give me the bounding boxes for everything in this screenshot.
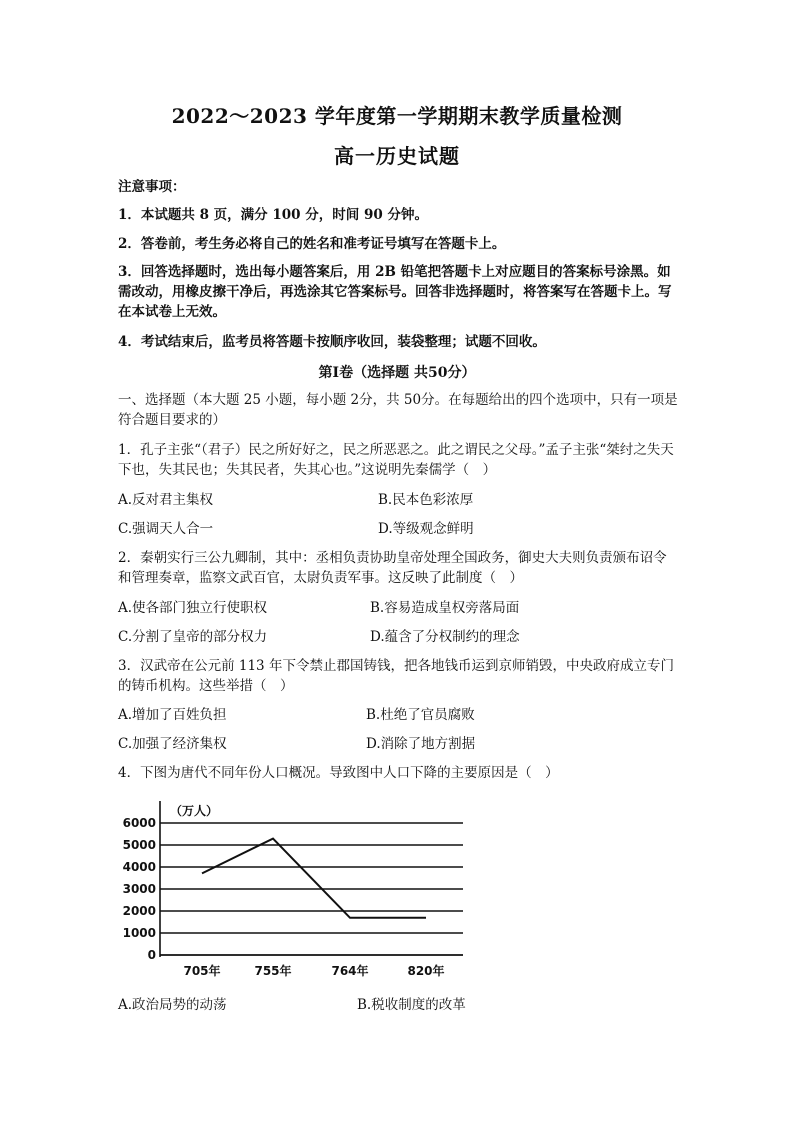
chart-y-tick-label: 3000 <box>122 882 156 896</box>
chart-y-tick-label: 1000 <box>122 926 156 940</box>
chart-y-tick-label: 0 <box>147 948 156 962</box>
chart-y-tick-label: 2000 <box>122 904 156 918</box>
chart-series-line <box>202 839 426 918</box>
chart-y-unit-label: （万人） <box>170 804 219 818</box>
chart-x-tick-label: 705年 <box>183 964 221 978</box>
question-3-option-a: A.增加了百姓负担 <box>118 707 227 723</box>
question-2-option-b: B.容易造成皇权旁落局面 <box>370 600 520 616</box>
chart-x-tick-label: 820年 <box>407 964 445 978</box>
question-1-option-c: C.强调天人合一 <box>118 521 214 537</box>
chart-x-tick-label: 764年 <box>331 964 369 978</box>
exam-title: 2022～2023 学年度第一学期期末教学质量检测 <box>171 104 623 128</box>
notice-item-2: 2．答卷前，考生务必将自己的姓名和准考证号填写在答题卡上。 <box>118 236 506 252</box>
notice-item-3: 3．回答选择题时，选出每小题答案后，用 2B 铅笔把答题卡上对应题目的答案标号涂黑。如需改动，用橡皮擦干净后，再选涂其它答案标号。回答非选择题时，将答案写在答题卡上。写在本试卷上无效。 <box>118 264 672 320</box>
question-3-option-b: B.杜绝了官员腐败 <box>366 707 475 723</box>
notice-item-4: 4．考试结束后，监考员将答题卡按顺序收回，装袋整理；试题不回收。 <box>118 334 546 350</box>
chart-y-tick-label: 5000 <box>122 838 156 852</box>
chart-y-tick-label: 4000 <box>122 860 156 874</box>
notice-item-1: 1．本试题共 8 页，满分 100 分，时间 90 分钟。 <box>118 207 428 223</box>
exam-subtitle: 高一历史试题 <box>334 144 460 168</box>
chart-y-tick-label: 6000 <box>122 816 156 830</box>
question-3-option-d: D.消除了地方割据 <box>366 736 476 752</box>
question-1-option-a: A.反对君主集权 <box>118 492 214 508</box>
chart-y-ticks <box>123 816 156 962</box>
question-1-stem: 1．孔子主张“（君子）民之所好好之，民之所恶恶之。此之谓民之父母。”孟子主张“桀纣之失天下也，失其民也；失其民者，失其心也。”这说明先秦儒学（ ） <box>118 442 674 478</box>
question-4-stem: 4．下图为唐代不同年份人口概况。导致图中人口下降的主要原因是（ ） <box>118 765 559 781</box>
question-2-option-d: D.蕴含了分权制约的理念 <box>370 629 520 645</box>
question-4-option-b: B.税收制度的改革 <box>357 997 466 1013</box>
notice-heading: 注意事项： <box>118 179 186 195</box>
chart-x-tick-label: 755年 <box>254 964 292 978</box>
question-2-option-a: A.使各部门独立行使职权 <box>118 600 268 616</box>
section-title: 第Ⅰ卷（选择题 共50分） <box>318 365 476 381</box>
question-3-option-c: C.加强了经济集权 <box>118 736 227 752</box>
question-4-option-a: A.政治局势的动荡 <box>118 997 227 1013</box>
question-2-stem: 2．秦朝实行三公九卿制，其中：丞相负责协助皇帝处理全国政务，御史大夫则负责颁布诏令和管理奏章，监察文武百官，太尉负责军事。这反映了此制度（ ） <box>118 550 667 586</box>
question-1-option-b: B.民本色彩浓厚 <box>378 492 474 508</box>
population-line-chart <box>118 798 478 988</box>
section-intro: 一、选择题（本大题 25 小题，每小题 2分，共 50分。在每题给出的四个选项中，只有一项是符合题目要求的） <box>118 392 678 428</box>
question-3-stem: 3．汉武帝在公元前 113 年下令禁止郡国铸钱，把各地钱币运到京师销毁，中央政府成立专门的铸币机构。这些举措（ ） <box>118 658 674 694</box>
question-1-option-d: D.等级观念鲜明 <box>378 521 474 537</box>
chart-x-ticks <box>183 963 444 978</box>
question-2-option-c: C.分割了皇帝的部分权力 <box>118 629 268 645</box>
